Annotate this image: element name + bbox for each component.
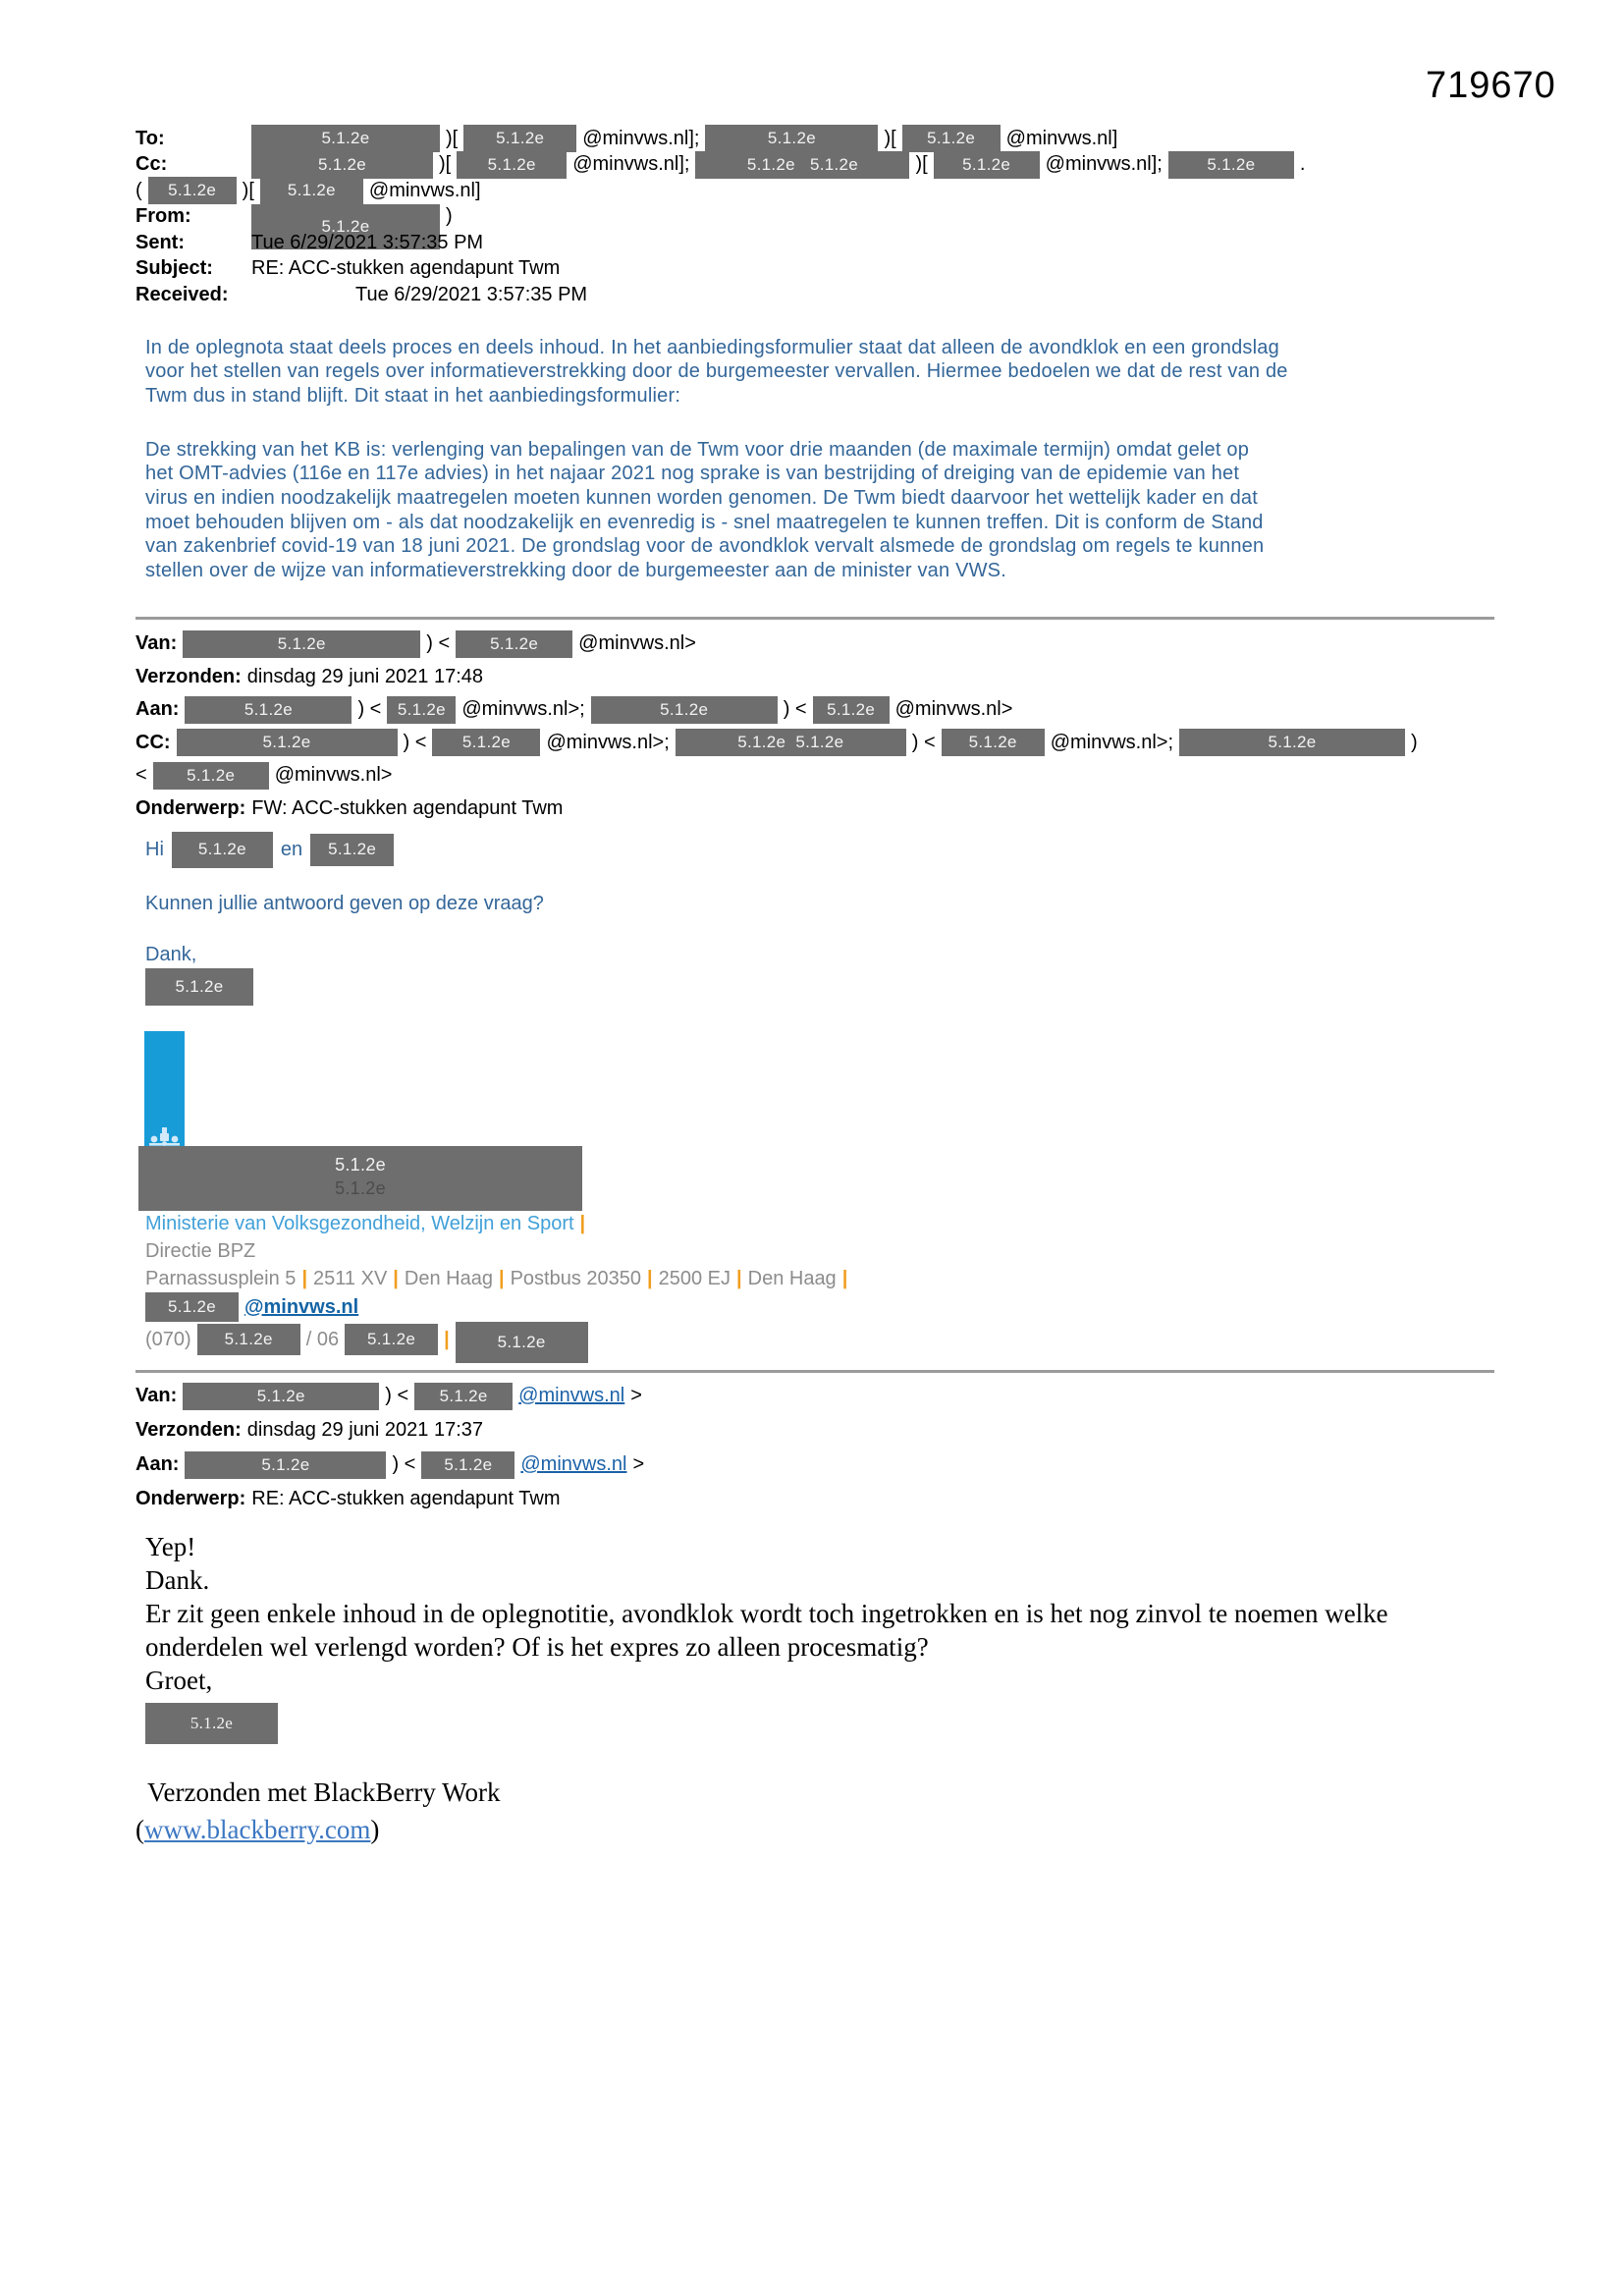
redaction-box: 5.1.2e [197,1324,300,1355]
text-segment: Hi [145,838,164,860]
text-segment: ) < [357,698,382,721]
text-segment: @minvws.nl>; [546,731,670,753]
text-segment: @minvws.nl]; [1045,153,1163,176]
text-segment: stellen over de wijze van informatieverstrekking door de burgemeester aan de minister van VWS. [145,559,1006,581]
field-label: Verzonden: [135,1419,242,1441]
redaction-box: 5.1.2e [432,729,540,756]
separator-pipe: | [647,1267,653,1289]
separator-pipe: | [498,1267,505,1289]
redaction-box: 5.1.2e [591,696,778,724]
line [145,1703,1388,1736]
line [145,511,1264,535]
redaction-box: 5.1.2e [456,630,572,658]
line [145,486,1264,511]
link[interactable]: @minvws.nl [520,1453,627,1475]
line [145,967,544,1007]
line [145,1563,1388,1597]
redaction-box: 5.1.2e [414,1383,513,1410]
line [135,256,1305,283]
text-segment: )[ [446,127,459,149]
text-segment: Tue 6/29/2021 3:57:35 PM [355,283,588,305]
redaction-box: 5.1.2e [310,834,394,866]
redaction-box: 5.1.2e [345,1324,438,1355]
link[interactable]: @minvws.nl [518,1385,625,1406]
text-segment: FW: ACC-stukken agendapunt Twm [251,796,564,819]
text-segment: dinsdag 29 juni 2021 17:37 [246,1419,484,1441]
line [145,534,1264,559]
line [135,204,1305,236]
redaction-box: 5.1.2e [456,1322,588,1363]
field-label: Subject: [135,257,213,280]
redaction-box: 5.1.2e [251,125,440,152]
field-label: Van: [135,1385,178,1406]
line [135,152,1305,179]
text-segment: voor het stellen van regels over informatieverstrekking door de burgemeester vervallen. Hiermee bedoelen we dat de rest van de [145,360,1288,383]
text-segment: Yep! [145,1531,196,1561]
text-segment: Directie BPZ [145,1239,256,1262]
redaction-box: 5.1.2e [251,204,440,249]
text-segment: In de oplegnota staat deels proces en deels inhoud. In het aanbiedingsformulier staat dat alleen de avondklok en een grondslag [145,336,1279,358]
redaction-box: 5.1.2e [902,125,1001,152]
text-segment: Groet, [145,1665,213,1695]
text-segment: @minvws.nl>; [461,698,585,721]
separator-pipe: | [841,1267,848,1289]
redaction-box: 5.1.2e 5.1.2e [676,729,906,756]
field-label: Cc: [135,153,168,176]
text-segment: ( [135,179,142,201]
line [145,360,1288,385]
text-segment: / 06 [305,1328,340,1350]
line [145,384,1288,409]
line [145,1322,847,1357]
line [135,1448,644,1482]
text-segment: Verzonden met BlackBerry Work [147,1777,501,1807]
text-segment: van zakenbrief covid-19 van 18 juni 2021. De grondslag voor de avondklok vervalt alsmede de grondslag om regels te kunnen [145,535,1265,558]
redaction-box: 5.1.2e [185,1451,386,1479]
field-label: Aan: [135,1453,180,1475]
quoted-email-header-1 [135,628,1418,825]
line [145,1664,1388,1697]
redaction-box: 5.1.2e [251,151,433,179]
separator-pipe: | [736,1267,742,1289]
field-label: Received: [135,283,229,305]
text-segment: ) < [403,731,427,753]
text-segment: )[ [242,179,254,201]
field-label: Sent: [135,231,185,253]
redaction-label: 5.1.2e [335,1155,386,1175]
redaction-box: 5.1.2e [145,1292,239,1322]
email-greeting-block [145,830,544,1007]
line [145,891,544,916]
text-segment: @minvws.nl] [368,179,481,201]
line [145,336,1288,360]
redaction-box: 5.1.2e [145,1703,278,1744]
line [145,559,1264,583]
text-segment: moet behouden blijven om - als dat noodzakelijk en evenredig is - snel maatregelen te kunnen treffen. Dit is conform de Stand [145,511,1264,533]
line [145,830,544,869]
email-signature-block [145,1210,847,1357]
text-segment: Den Haag [747,1267,837,1289]
separator-pipe: | [444,1328,450,1350]
redaction-box: 5.1.2e [1179,729,1405,756]
redaction-box: 5.1.2e 5.1.2e [695,151,909,179]
email-body-paragraph-1 [145,336,1288,409]
text-segment: @minvws.nl> [894,698,1013,721]
line [145,1530,1388,1563]
reply-message-block [145,1530,1388,1736]
line [145,1265,847,1292]
line [145,438,1264,463]
redaction-box: 5.1.2e [153,762,269,790]
divider-line [135,617,1494,620]
redaction-label-shadow: 5.1.2e [335,1178,386,1198]
link[interactable]: www.blackberry.com [144,1814,371,1844]
divider-line [135,1370,1494,1373]
redaction-box: 5.1.2e [421,1451,514,1479]
line [135,1413,644,1448]
text-segment: onderdelen wel verlengd worden? Of is het expres zo alleen procesmatig? [145,1631,929,1662]
text-segment: Kunnen jullie antwoord geven op deze vraag? [145,892,544,914]
text-segment: ) [446,205,453,228]
redaction-box: 5.1.2e [705,125,878,152]
text-segment: )[ [884,127,896,149]
text-segment: @minvws.nl> [274,764,393,787]
text-segment: De strekking van het KB is: verlenging van bepalingen van de Twm voor drie maanden (de maximale termijn) omdat gelet op [145,438,1250,461]
redaction-box: 5.1.2e [183,1383,379,1410]
text-segment: ) < [783,698,807,721]
line [145,1210,847,1237]
text-segment: Postbus 20350 [510,1267,642,1289]
document-number: 719670 [1426,65,1556,106]
line [145,463,1264,487]
text-segment: RE: ACC-stukken agendapunt Twm [251,257,561,280]
redaction-box: 5.1.2e [185,696,352,724]
ministry-name-text: Ministerie van Volksgezondheid, Welzijn en Sport [145,1212,574,1234]
line [135,759,1418,793]
text-segment: ) < [426,632,451,655]
text-segment: ) [370,1814,380,1844]
text-segment: ) < [911,731,936,753]
field-label: Aan: [135,698,180,721]
text-segment: Dank. [145,1564,210,1595]
text-segment: @minvws.nl> [578,632,696,655]
text-segment: Tue 6/29/2021 3:57:35 PM [251,231,484,253]
text-segment: Dank, [145,943,197,965]
redaction-box: 5.1.2e [942,729,1045,756]
email-header-outlook [135,126,1305,308]
field-label: Onderwerp: [135,1488,246,1509]
field-label: Verzonden: [135,665,242,687]
text-segment: en [280,838,303,860]
redaction-box: 5.1.2e [463,125,576,152]
text-segment: > [632,1453,645,1475]
line [135,1811,500,1848]
rijksoverheid-logo [144,1031,185,1151]
blackberry-signature [135,1774,500,1848]
text-segment: @minvws.nl] [1005,127,1118,149]
line [145,942,544,967]
redaction-box: 5.1.2e [1168,151,1294,179]
text-segment: @minvws.nl]; [572,153,690,176]
text-segment: Den Haag [404,1267,493,1289]
redaction-box: 5.1.2e [387,696,456,724]
line [135,1482,644,1516]
text-segment: dinsdag 29 juni 2021 17:48 [246,665,484,687]
line [135,230,1305,256]
text-segment: ) < [392,1453,416,1475]
text-segment: ) [1411,731,1418,753]
redaction-box: 5.1.2e [934,151,1040,179]
field-label: From: [135,205,191,228]
text-segment: @minvws.nl>; [1050,731,1174,753]
text-segment: Er zit geen enkele inhoud in de oplegnotitie, avondklok wordt toch ingetrokken en is het nog zinvol te noemen welke [145,1598,1388,1628]
line [135,727,1418,760]
text-segment: . [1299,153,1306,176]
redaction-box: 5.1.2e [172,832,273,868]
email-body-paragraph-2 [145,438,1264,583]
redaction-box: 5.1.2e [457,151,567,179]
redaction-box: 5.1.2e [260,177,363,204]
text-segment: Parnassusplein 5 [145,1267,297,1289]
redaction-box: 5.1.2e [813,696,890,724]
redaction-box: 5.1.2e [177,729,398,756]
line [135,178,1305,204]
field-label: To: [135,127,165,149]
redaction-box: 5.1.2e [183,630,420,658]
line [135,628,1418,661]
line [135,126,1305,152]
line [135,1774,500,1811]
quoted-email-header-2 [135,1379,644,1516]
text-segment: RE: ACC-stukken agendapunt Twm [251,1488,561,1509]
text-segment: het OMT-advies (116e en 117e advies) in het najaar 2021 nog sprake is van bestrijding of dreiging van de epidemie van het [145,463,1240,485]
text-segment: virus en indien noodzakelijk maatregelen moeten kunnen worden genomen. De Twm biedt daarvoor het wettelijk kader en dat [145,486,1258,509]
line [145,1237,847,1265]
line [145,1292,847,1322]
text-segment: 2500 EJ [658,1267,731,1289]
link[interactable]: @minvws.nl [244,1295,359,1318]
text-segment: ( [135,1814,144,1844]
text-segment: )[ [439,153,452,176]
text-segment: Twm dus in stand blijft. Dit staat in het aanbiedingsformulier: [145,384,681,407]
line [145,1630,1388,1664]
text-segment: @minvws.nl]; [582,127,700,149]
redaction-box: 5.1.2e [148,177,237,204]
separator-pipe: | [301,1267,308,1289]
line [135,282,1305,308]
line [135,661,1418,694]
separator-pipe: | [579,1212,586,1234]
redaction-box: 5.1.2e [145,968,253,1006]
line [135,793,1418,826]
line [145,1597,1388,1630]
text-segment: > [630,1385,642,1406]
field-label: Van: [135,632,178,655]
text-segment: )[ [915,153,928,176]
field-label: CC: [135,731,171,753]
field-label: Onderwerp: [135,796,246,819]
text-segment: (070) [145,1328,191,1350]
line [135,1379,644,1413]
text-segment: 2511 XV [313,1267,388,1289]
separator-pipe: | [393,1267,399,1289]
line [135,693,1418,727]
text-segment: < [135,764,147,787]
redaction-box-large [138,1146,582,1211]
text-segment: ) < [385,1385,409,1406]
